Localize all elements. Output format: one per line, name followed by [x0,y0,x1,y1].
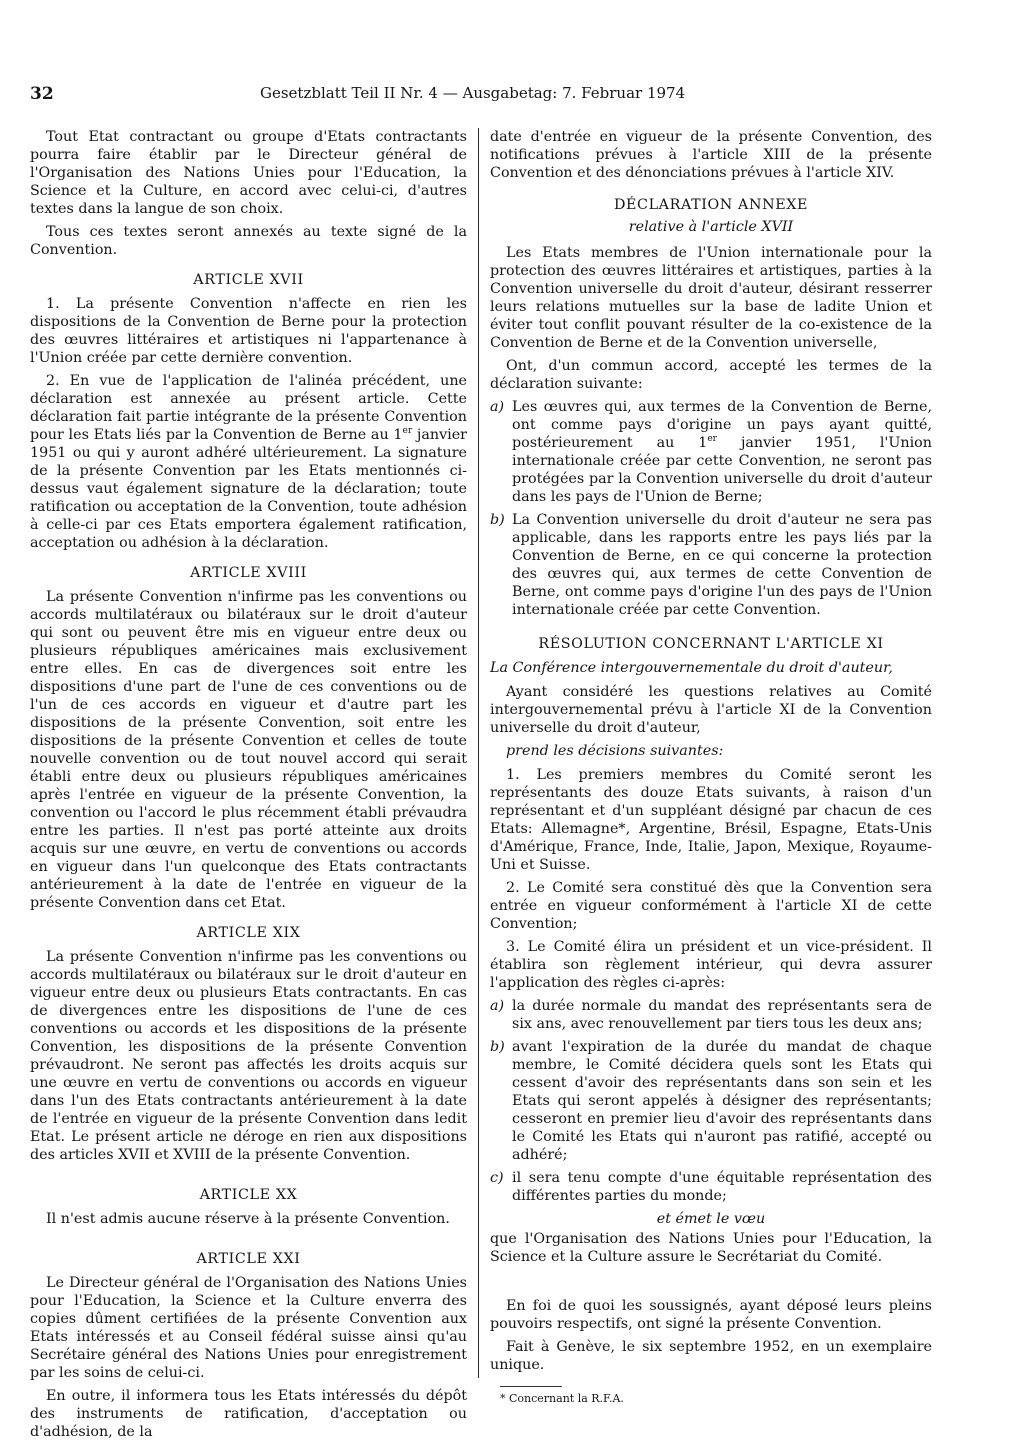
list-marker: a) [490,399,505,415]
paragraph: La présente Convention n'infirme pas les conventions ou accords multilatéraux ou bilatéraux sur le droit d'auteur qui sont ou peuvent être mis en vigueur entre deux ou plusieurs républiques américaines mais exclusivement entre elles. En cas de divergences soit entre les dispositions d'une part de l'une de ces conventions ou de l'un de ces accords en vigueur et d'autre part les dispositions de la présente Convention, soit entre les dispositions de la présente Convention et celles de toute nouvelle convention ou de tout nouvel accord qui serait établi entre deux ou plusieurs républiques américaines après l'entrée en vigueur de la présente Convention, la convention ou l'accord le plus récemment établi prévaudra entre les parties. Il n'est pas porté atteinte aux droits acquis sur une œuvre, en vertu de conventions ou accords en vigueur dans l'un quelconque des Etats contractants antérieurement à la date de l'entrée en vigueur de la présente Convention dans cet Etat. [30,589,467,911]
list-item [490,1169,932,1205]
declaration-subheading: relative à l'article XVII [628,219,794,235]
list-marker: b) [490,1039,505,1055]
list-item [490,1038,932,1164]
footnote-rule [500,1386,562,1387]
article-xix-heading: ARTICLE XIX [196,925,301,941]
article-xviii-heading: ARTICLE XVIII [190,565,307,581]
declaration-heading: DÉCLARATION ANNEXE [613,197,809,213]
paragraph: Ont, d'un commun accord, accepté les termes de la déclaration suivante: [490,358,932,392]
paragraph: Ayant considéré les questions relatives au Comité intergouvernemental prévu à l'article XI de la Convention universelle du droit d'auteur, [490,684,932,736]
paragraph: Le Directeur général de l'Organisation des Nations Unies pour l'Education, la Science et la Culture enverra des copies dûment certifiées de la présente Convention aux Etats intéressés et au Conseil fédéral suisse ainsi qu'au Secrétaire général des Nations Unies pour enregistrement par les soins de celui-ci. [30,1275,467,1381]
list-item [490,997,932,1033]
list-item [490,511,932,619]
paragraph: En outre, il informera tous les Etats intéressés du dépôt des instruments de ratification, d'acceptation ou d'adhésion, de la [30,1388,467,1440]
right-column [490,128,933,1405]
list-item [490,398,932,506]
paragraph: Il n'est admis aucune réserve à la présente Convention. [46,1211,450,1227]
article-xvii-heading: ARTICLE XVII [193,272,304,288]
superscript: er [707,434,717,445]
article-xxi-heading: ARTICLE XXI [196,1251,301,1267]
paragraph: Fait à Genève, le six septembre 1952, en un exemplaire unique. [490,1339,932,1373]
text-run: janvier 1951, l'Union internationale créée par cette Convention, ne seront pas protégées par la Convention universelle du droit d'auteur dans les pays de l'Union de Berne; [512,435,933,505]
list-marker: a) [490,998,505,1014]
paragraph: date d'entrée en vigueur de la présente Convention, des notifications prévues à l'article XIII de la présente Convention et des dénonciations prévues à l'article XIV. [490,129,932,181]
text-run: la durée normale du mandat des représentants sera de six ans, avec renouvellement par tiers tous les deux ans; [512,998,932,1032]
superscript: er [402,426,413,437]
paragraph: Tout Etat contractant ou groupe d'Etats contractants pourra faire établir par le Directeur général de l'Organisation des Nations Unies pour l'Education, la Science et la Culture, en accord avec celui-ci, d'autres textes dans la langue de son choix. [30,129,467,217]
paragraph: La présente Convention n'infirme pas les conventions ou accords multilatéraux ou bilatéraux sur le droit d'auteur en vigueur entre deux ou plusieurs Etats contractants. En cas de divergences entre les dispositions de l'une de ces conventions ou accords et les dispositions de la présente Convention, les dispositions de la présente Convention prévaudront. Ne seront pas affectés les droits acquis sur une œuvre en vertu de conventions ou accords en vigueur dans l'un des Etats contractants antérieurement à la date de l'entrée en vigueur de la présente Convention dans ledit Etat. Le présent article ne déroge en rien aux dispositions des articles XVII et XVIII de la présente Convention. [30,949,467,1163]
text-run: 2. En vue de l'application de l'alinéa précédent, une déclaration est annexée au présent article. Cette déclaration fait partie intégrante de la présente Convention pour les Etats liés par la Convention de Berne au 1 [30,373,467,443]
resolution-voeu: et émet le vœu [656,1211,766,1227]
footnote: * Concernant la R.F.A. [500,1392,624,1405]
article-xx-heading: ARTICLE XX [199,1187,298,1203]
resolution-conference: La Conférence intergouvernementale du droit d'auteur, [490,660,893,676]
text-run: Les œuvres qui, aux termes de la Convention de Berne, ont comme pays d'origine un pays ayant quitté, postérieurement au 1 [512,399,932,451]
resolution-decisions: prend les décisions suivantes: [506,743,724,759]
column-divider [478,128,479,1378]
paragraph: que l'Organisation des Nations Unies pour l'Education, la Science et la Culture assure le Secrétariat du Comité. [490,1231,932,1265]
paragraph: 1. La présente Convention n'affecte en rien les dispositions de la Convention de Berne pour la protection des œuvres littéraires et artistiques ni l'appartenance à l'Union créée par cette dernière convention. [30,296,467,366]
text-run: il sera tenu compte d'une équitable représentation des différentes parties du monde; [512,1170,932,1204]
paragraph: 2. Le Comité sera constitué dès que la Convention sera entrée en vigueur conformément à l'article XI de cette Convention; [490,880,932,932]
text-run: La Convention universelle du droit d'auteur ne sera pas applicable, dans les rapports entre les pays liés par la Convention de Berne, en ce qui concerne la protection des œuvres qui, aux termes de cette Convention de Berne, ont comme pays d'origine l'un des pays de l'Union internationale créée par cette Convention. [512,512,932,618]
paragraph: En foi de quoi les soussignés, ayant déposé leurs pleins pouvoirs respectifs, ont signé la présente Convention. [490,1298,932,1332]
paragraph [30,372,467,552]
page-header [30,84,935,108]
running-title: Gesetzblatt Teil II Nr. 4 — Ausgabetag: 7. Februar 1974 [260,84,686,102]
text-run: janvier 1951 ou qui y auront adhéré ultérieurement. La signature de la présente Convention par les Etats mentionnés ci-dessus vaut également signature de la déclaration; toute ratification ou acceptation de la Convention, toute adhésion à celle-ci par ces Etats emportera également ratification, acceptation ou adhésion à la déclaration. [30,427,468,551]
spacer [490,1271,932,1297]
text-run: avant l'expiration de la durée du mandat de chaque membre, le Comité décidera quels sont les Etats qui cessent d'avoir des représentants dans son sein et les Etats qui seront appelés à désigner des représentants; cesseront en premier lieu d'avoir des représentants dans le Comité les Etats qui n'auront pas ratifié, accepté ou adhéré; [512,1039,932,1163]
paragraph: Tous ces textes seront annexés au texte signé de la Convention. [30,224,467,258]
page-number: 32 [30,84,54,104]
paragraph: Les Etats membres de l'Union internationale pour la protection des œuvres littéraires et artistiques, parties à la Convention universelle du droit d'auteur, désirant resserrer leurs relations mutuelles sur la base de ladite Union et éviter tout conflit pouvant résulter de la co-existence de la Convention de Berne et de la Convention universelle, [490,245,932,351]
list-marker: c) [490,1170,504,1186]
left-column [30,128,468,1440]
paragraph: 3. Le Comité élira un président et un vice-président. Il établira son règlement intérieur, qui devra assurer l'application des règles ci-après: [490,939,932,991]
list-marker: b) [490,512,505,528]
resolution-heading: RÉSOLUTION CONCERNANT L'ARTICLE XI [538,636,884,652]
paragraph: 1. Les premiers membres du Comité seront les représentants des douze Etats suivants, à raison d'un représentant et d'un suppléant désigné par chacun de ces Etats: Allemagne*, Argentine, Brésil, Espagne, Etats-Unis d'Amérique, France, Inde, Italie, Japon, Mexique, Royaume-Uni et Suisse. [490,767,932,873]
